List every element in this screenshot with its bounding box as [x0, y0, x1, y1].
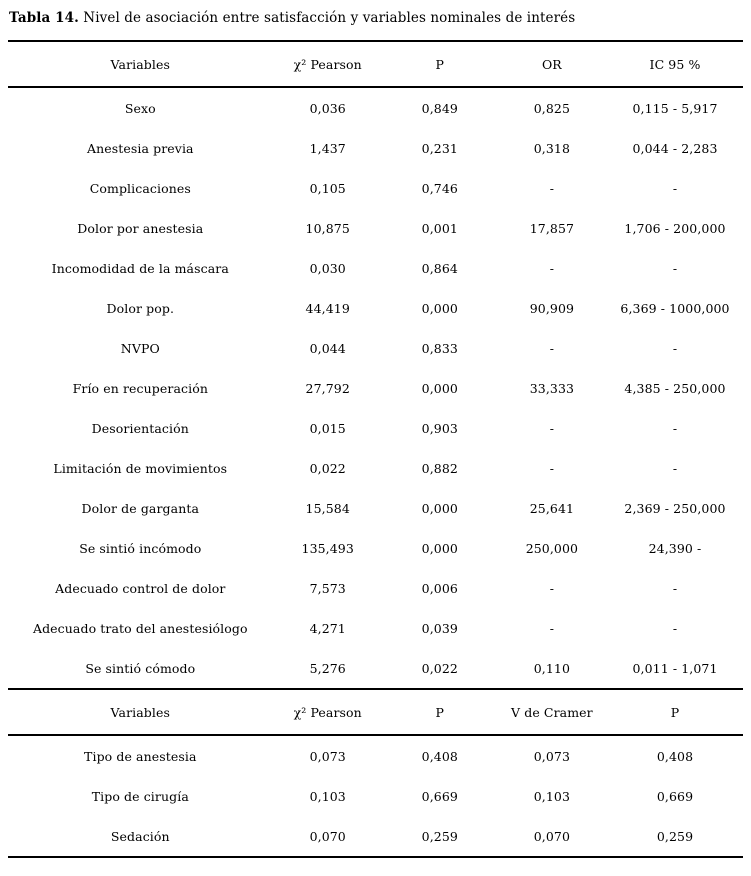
value-cell: 0,408	[421, 748, 458, 764]
variable-cell: Limitación de movimientos	[53, 460, 228, 476]
column-header: Variables	[8, 689, 273, 735]
value-cell: 27,792	[305, 380, 350, 396]
value-cell: -	[549, 340, 555, 356]
value-cell: -	[672, 180, 678, 196]
column-header: P	[383, 41, 497, 87]
association-table-body	[8, 41, 743, 857]
table-caption-text: Nivel de asociación entre satisfacción y variables nominales de interés	[78, 10, 576, 26]
column-header: P	[607, 689, 743, 735]
variable-cell: Desorientación	[91, 420, 189, 436]
value-cell: 0,825	[533, 100, 571, 116]
value-cell: 0,001	[421, 220, 458, 236]
table-row	[8, 128, 743, 168]
variable-cell: Dolor de garganta	[81, 500, 200, 516]
value-cell: -	[549, 460, 555, 476]
value-cell: -	[549, 620, 555, 636]
variable-cell: Tipo de cirugía	[91, 788, 189, 804]
table-row	[8, 776, 743, 816]
table-row	[8, 488, 743, 528]
table-row	[8, 568, 743, 608]
table-row	[8, 608, 743, 648]
value-cell: 0,864	[421, 260, 458, 276]
header-row	[8, 689, 743, 735]
variable-cell: Complicaciones	[89, 180, 191, 196]
value-cell: 135,493	[301, 540, 354, 556]
value-cell: 0,000	[421, 300, 458, 316]
table-row	[8, 448, 743, 488]
value-cell: 0,044 - 2,283	[632, 140, 718, 156]
value-cell: -	[672, 620, 678, 636]
table-row	[8, 248, 743, 288]
table-row	[8, 328, 743, 368]
value-cell: 0,006	[421, 580, 458, 596]
value-cell: 0,103	[309, 788, 346, 804]
value-cell: 0,259	[421, 828, 458, 844]
column-header: IC 95 %	[607, 41, 743, 87]
value-cell: 2,369 - 250,000	[624, 500, 726, 516]
table-row	[8, 87, 743, 128]
value-cell: 0,000	[421, 500, 458, 516]
variable-cell: Frío en recuperación	[72, 380, 208, 396]
table-row	[8, 208, 743, 248]
value-cell: 0,849	[421, 100, 458, 116]
value-cell: 0,318	[533, 140, 571, 156]
value-cell: -	[672, 260, 678, 276]
variable-cell: Dolor por anestesia	[77, 220, 204, 236]
variable-cell: Sedación	[110, 828, 170, 844]
variable-cell: Se sintió cómodo	[85, 660, 196, 676]
value-cell: 0,669	[656, 788, 694, 804]
column-header: P	[383, 689, 497, 735]
value-cell: 0,039	[421, 620, 458, 636]
value-cell: 7,573	[309, 580, 346, 596]
value-cell: 0,011 - 1,071	[632, 660, 718, 676]
column-header: V de Cramer	[497, 689, 607, 735]
table-row	[8, 528, 743, 568]
header-row	[8, 41, 743, 87]
variable-cell: NVPO	[120, 340, 160, 356]
variable-cell: Adecuado control de dolor	[55, 580, 226, 596]
variable-cell: Sexo	[124, 100, 156, 116]
value-cell: 0,073	[309, 748, 346, 764]
value-cell: 25,641	[529, 500, 575, 516]
value-cell: 0,669	[421, 788, 458, 804]
table-row	[8, 816, 743, 857]
value-cell: 4,271	[309, 620, 346, 636]
variable-cell: Anestesia previa	[86, 140, 194, 156]
value-cell: 0,030	[309, 260, 346, 276]
value-cell: 0,036	[309, 100, 346, 116]
table-row	[8, 648, 743, 689]
value-cell: 1,706 - 200,000	[624, 220, 726, 236]
value-cell: 15,584	[305, 500, 350, 516]
value-cell: -	[549, 180, 555, 196]
value-cell: 44,419	[305, 300, 350, 316]
value-cell: 0,000	[421, 540, 458, 556]
value-cell: 0,903	[421, 420, 458, 436]
value-cell: 250,000	[525, 540, 579, 556]
value-cell: 0,015	[309, 420, 346, 436]
value-cell: 0,022	[421, 660, 458, 676]
association-table	[8, 40, 743, 858]
table-row	[8, 288, 743, 328]
variable-cell: Dolor pop.	[106, 300, 175, 316]
value-cell: 0,044	[309, 340, 346, 356]
value-cell: 0,103	[533, 788, 571, 804]
value-cell: 0,259	[656, 828, 694, 844]
variable-cell: Adecuado trato del anestesiólogo	[32, 620, 248, 636]
value-cell: 33,333	[529, 380, 575, 396]
value-cell: 0,105	[309, 180, 346, 196]
value-cell: 90,909	[529, 300, 575, 316]
value-cell: 0,231	[421, 140, 458, 156]
value-cell: 0,000	[421, 380, 458, 396]
table-row	[8, 408, 743, 448]
variable-cell: Incomodidad de la máscara	[51, 260, 229, 276]
value-cell: 0,073	[533, 748, 571, 764]
value-cell: 0,022	[309, 460, 346, 476]
value-cell: 10,875	[305, 220, 350, 236]
value-cell: 0,882	[421, 460, 458, 476]
value-cell: 0,115 - 5,917	[632, 100, 718, 116]
value-cell: -	[672, 580, 678, 596]
value-cell: 0,110	[533, 660, 571, 676]
value-cell: 0,070	[533, 828, 571, 844]
value-cell: 4,385 - 250,000	[624, 380, 726, 396]
column-header: χ² Pearson	[273, 41, 383, 87]
column-header: χ² Pearson	[273, 689, 383, 735]
value-cell: -	[549, 260, 555, 276]
value-cell: 0,070	[309, 828, 346, 844]
value-cell: 0,746	[421, 180, 458, 196]
value-cell: 0,408	[656, 748, 694, 764]
value-cell: 1,437	[309, 140, 346, 156]
value-cell: 17,857	[529, 220, 575, 236]
table-row	[8, 735, 743, 776]
table-caption-label: Tabla 14.	[9, 10, 79, 26]
table-caption	[9, 8, 743, 28]
column-header: Variables	[8, 41, 273, 87]
value-cell: 24,390 -	[648, 540, 702, 556]
value-cell: 5,276	[309, 660, 346, 676]
value-cell: -	[672, 420, 678, 436]
column-header: OR	[497, 41, 607, 87]
value-cell: -	[549, 580, 555, 596]
table-row	[8, 168, 743, 208]
value-cell: -	[549, 420, 555, 436]
value-cell: 6,369 - 1000,000	[620, 300, 730, 316]
value-cell: -	[672, 340, 678, 356]
value-cell: 0,833	[421, 340, 458, 356]
table-row	[8, 368, 743, 408]
value-cell: -	[672, 460, 678, 476]
variable-cell: Se sintió incómodo	[79, 540, 202, 556]
variable-cell: Tipo de anestesia	[84, 748, 197, 764]
